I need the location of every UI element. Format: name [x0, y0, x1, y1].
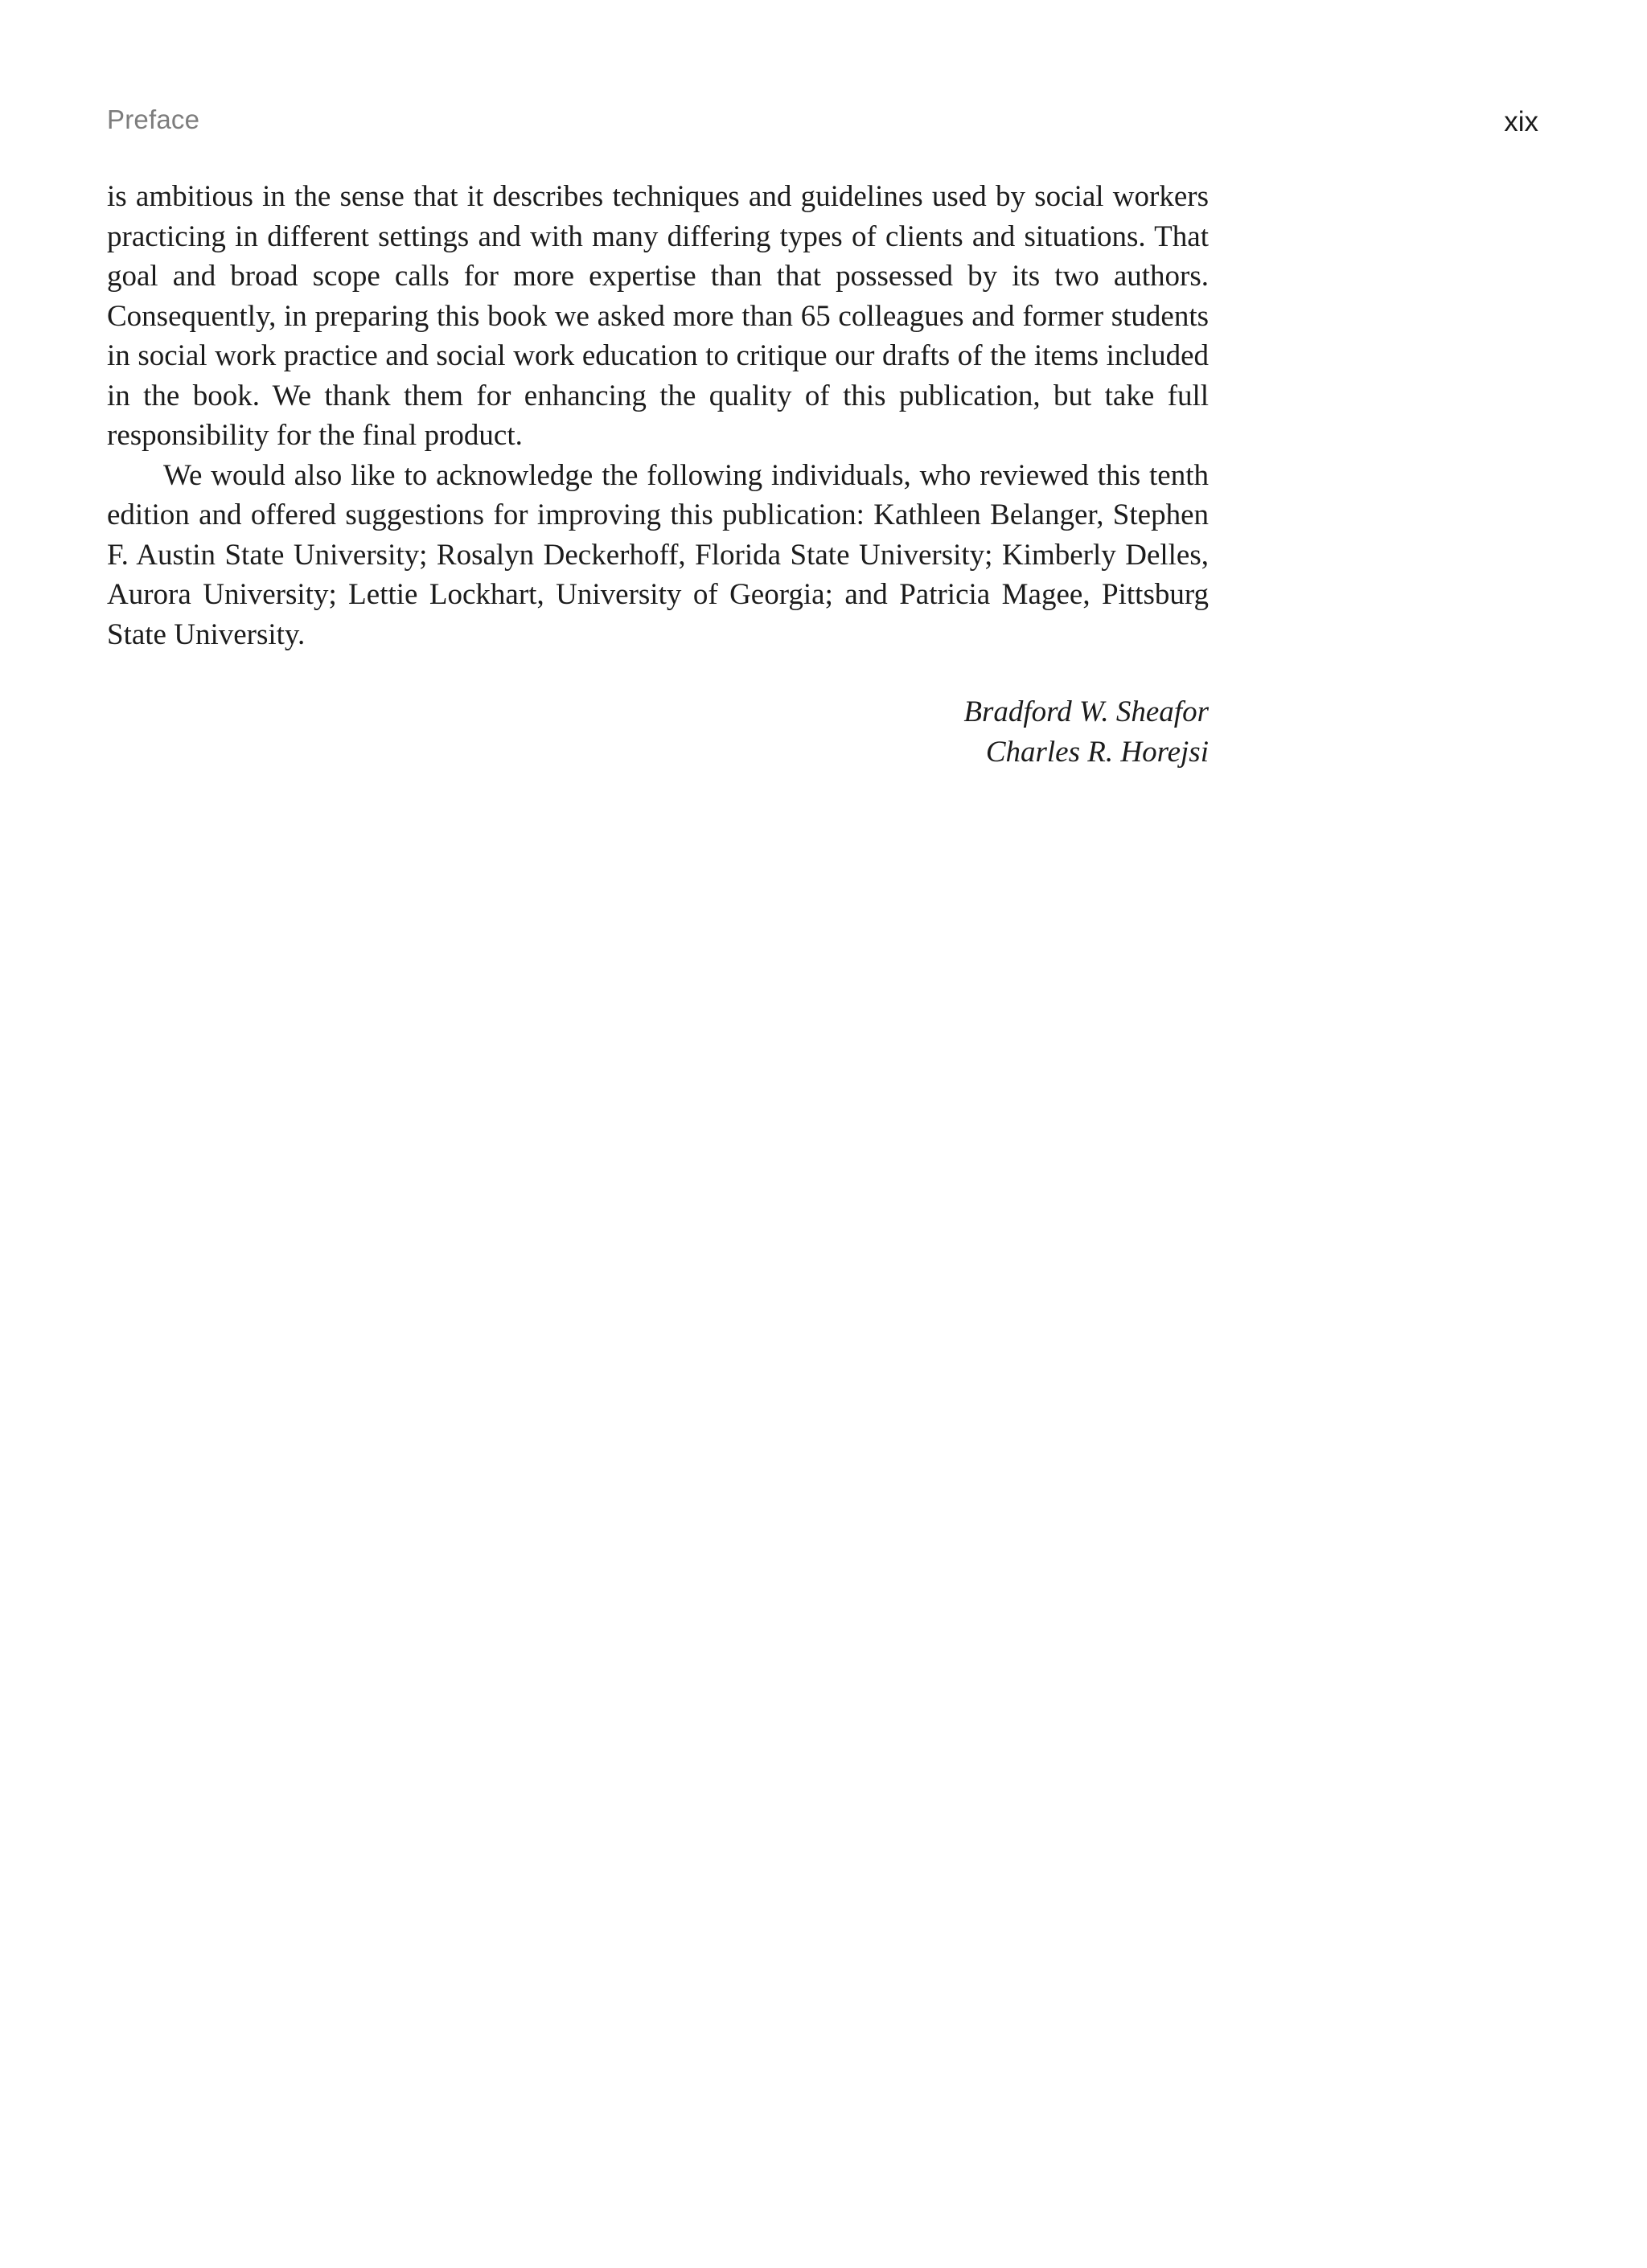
author-signatures: [107, 692, 1209, 772]
paragraph-continuation: is ambitious in the sense that it describes techniques and guidelines used by social workers practicing in different settings and with many differing types of clients and situations. That goal and broad scope calls for more expertise than that possessed by its two authors. Consequently, in preparing this book we asked more than 65 colleagues and former students in social work practice and social work education to critique our drafts of the items included in the book. We thank them for enhancing the quality of this publication, but take full responsibility for the final product.: [107, 180, 1209, 452]
paragraph-acknowledgements: We would also like to acknowledge the following individuals, who reviewed this tenth edition and offered suggestions for improving this publication: Kathleen Belanger, Stephen F. Austin State University; Rosalyn Deckerhoff, Florida State University; Kimberly Delles, Aurora University; Lettie Lockhart, University of Georgia; and Patricia Magee, Pittsburg State University.: [107, 458, 1209, 651]
running-head: Preface: [107, 105, 200, 134]
page-number: xix: [1504, 106, 1538, 137]
author-name: Charles R. Horejsi: [985, 735, 1209, 769]
author-name: Bradford W. Sheafor: [963, 695, 1209, 728]
preface-body: [107, 177, 1209, 654]
